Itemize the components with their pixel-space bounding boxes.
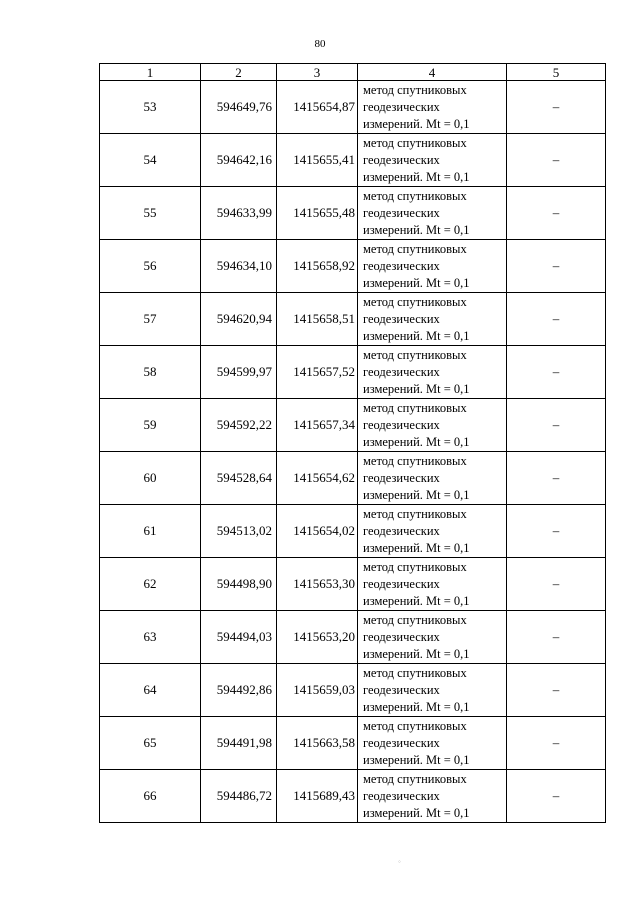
method-cell [358, 240, 507, 293]
y-coordinate-cell: 1415663,58 [277, 717, 358, 770]
table-row [100, 505, 606, 558]
method-cell [358, 770, 507, 823]
point-number-cell: 58 [100, 346, 201, 399]
method-text-line: геодезических [363, 417, 440, 432]
extra-cell: – [507, 240, 606, 293]
coordinates-table [99, 63, 606, 823]
method-text-line: измерений. Mt = 0,1 [363, 540, 470, 555]
extra-cell: – [507, 134, 606, 187]
y-coordinate-cell: 1415658,51 [277, 293, 358, 346]
table-row [100, 664, 606, 717]
x-coordinate-cell: 594620,94 [201, 293, 277, 346]
table-body [100, 64, 606, 823]
method-text-line: метод спутниковых [363, 612, 467, 627]
method-text-line: метод спутниковых [363, 294, 467, 309]
method-text-line: измерений. Mt = 0,1 [363, 593, 470, 608]
method-text-line: метод спутниковых [363, 453, 467, 468]
method-text-line: метод спутниковых [363, 135, 467, 150]
method-text-line: измерений. Mt = 0,1 [363, 805, 470, 820]
x-coordinate-cell: 594513,02 [201, 505, 277, 558]
method-text-line: метод спутниковых [363, 559, 467, 574]
method-text-line: геодезических [363, 364, 440, 379]
method-text-line: измерений. Mt = 0,1 [363, 381, 470, 396]
extra-cell: – [507, 346, 606, 399]
table-row [100, 187, 606, 240]
method-text-line: геодезических [363, 735, 440, 750]
x-coordinate-cell: 594486,72 [201, 770, 277, 823]
method-text-line: метод спутниковых [363, 82, 467, 97]
y-coordinate-cell: 1415654,87 [277, 81, 358, 134]
x-coordinate-cell: 594649,76 [201, 81, 277, 134]
extra-cell: – [507, 558, 606, 611]
table-row [100, 346, 606, 399]
method-cell [358, 81, 507, 134]
column-header: 3 [277, 64, 358, 81]
x-coordinate-cell: 594592,22 [201, 399, 277, 452]
extra-cell: – [507, 399, 606, 452]
method-text-line: измерений. Mt = 0,1 [363, 328, 470, 343]
table-row [100, 134, 606, 187]
method-text-line: метод спутниковых [363, 400, 467, 415]
y-coordinate-cell: 1415653,20 [277, 611, 358, 664]
extra-cell: – [507, 505, 606, 558]
point-number-cell: 59 [100, 399, 201, 452]
extra-cell: – [507, 187, 606, 240]
x-coordinate-cell: 594492,86 [201, 664, 277, 717]
extra-cell: – [507, 293, 606, 346]
x-coordinate-cell: 594634,10 [201, 240, 277, 293]
method-text-line: метод спутниковых [363, 771, 467, 786]
point-number-cell: 61 [100, 505, 201, 558]
method-text-line: метод спутниковых [363, 718, 467, 733]
method-cell [358, 558, 507, 611]
method-text-line: геодезических [363, 523, 440, 538]
method-cell [358, 611, 507, 664]
column-header: 2 [201, 64, 277, 81]
method-text-line: измерений. Mt = 0,1 [363, 169, 470, 184]
method-text-line: измерений. Mt = 0,1 [363, 275, 470, 290]
method-text-line: геодезических [363, 99, 440, 114]
method-text-line: геодезических [363, 152, 440, 167]
y-coordinate-cell: 1415657,34 [277, 399, 358, 452]
method-text-line: измерений. Mt = 0,1 [363, 646, 470, 661]
method-cell [358, 346, 507, 399]
extra-cell: – [507, 770, 606, 823]
method-cell [358, 664, 507, 717]
point-number-cell: 54 [100, 134, 201, 187]
column-header: 1 [100, 64, 201, 81]
method-text-line: метод спутниковых [363, 347, 467, 362]
table-row [100, 770, 606, 823]
extra-cell: – [507, 452, 606, 505]
method-cell [358, 187, 507, 240]
x-coordinate-cell: 594528,64 [201, 452, 277, 505]
method-text-line: измерений. Mt = 0,1 [363, 699, 470, 714]
method-text-line: геодезических [363, 258, 440, 273]
y-coordinate-cell: 1415658,92 [277, 240, 358, 293]
y-coordinate-cell: 1415655,48 [277, 187, 358, 240]
point-number-cell: 64 [100, 664, 201, 717]
table-row [100, 558, 606, 611]
method-text-line: измерений. Mt = 0,1 [363, 222, 470, 237]
method-text-line: измерений. Mt = 0,1 [363, 116, 470, 131]
x-coordinate-cell: 594491,98 [201, 717, 277, 770]
table-row [100, 240, 606, 293]
scan-speck: ◦ [398, 857, 401, 866]
table-row [100, 717, 606, 770]
method-cell [358, 134, 507, 187]
table-row [100, 452, 606, 505]
y-coordinate-cell: 1415654,02 [277, 505, 358, 558]
y-coordinate-cell: 1415689,43 [277, 770, 358, 823]
method-text-line: измерений. Mt = 0,1 [363, 434, 470, 449]
column-header: 5 [507, 64, 606, 81]
column-header: 4 [358, 64, 507, 81]
extra-cell: – [507, 81, 606, 134]
method-text-line: метод спутниковых [363, 188, 467, 203]
point-number-cell: 65 [100, 717, 201, 770]
method-text-line: метод спутниковых [363, 665, 467, 680]
method-cell [358, 293, 507, 346]
method-text-line: геодезических [363, 470, 440, 485]
table-row [100, 81, 606, 134]
method-text-line: метод спутниковых [363, 241, 467, 256]
y-coordinate-cell: 1415654,62 [277, 452, 358, 505]
table-header-row [100, 64, 606, 81]
method-cell [358, 452, 507, 505]
table-row [100, 399, 606, 452]
y-coordinate-cell: 1415653,30 [277, 558, 358, 611]
x-coordinate-cell: 594642,16 [201, 134, 277, 187]
method-text-line: геодезических [363, 576, 440, 591]
x-coordinate-cell: 594494,03 [201, 611, 277, 664]
page-number: 80 [314, 38, 326, 50]
extra-cell: – [507, 664, 606, 717]
x-coordinate-cell: 594498,90 [201, 558, 277, 611]
x-coordinate-cell: 594599,97 [201, 346, 277, 399]
y-coordinate-cell: 1415655,41 [277, 134, 358, 187]
method-text-line: метод спутниковых [363, 506, 467, 521]
method-text-line: измерений. Mt = 0,1 [363, 487, 470, 502]
method-text-line: геодезических [363, 205, 440, 220]
extra-cell: – [507, 717, 606, 770]
extra-cell: – [507, 611, 606, 664]
x-coordinate-cell: 594633,99 [201, 187, 277, 240]
point-number-cell: 60 [100, 452, 201, 505]
method-cell [358, 399, 507, 452]
table-row [100, 293, 606, 346]
point-number-cell: 62 [100, 558, 201, 611]
y-coordinate-cell: 1415657,52 [277, 346, 358, 399]
method-text-line: измерений. Mt = 0,1 [363, 752, 470, 767]
method-cell [358, 505, 507, 558]
method-text-line: геодезических [363, 629, 440, 644]
point-number-cell: 53 [100, 81, 201, 134]
table-row [100, 611, 606, 664]
point-number-cell: 57 [100, 293, 201, 346]
point-number-cell: 55 [100, 187, 201, 240]
point-number-cell: 63 [100, 611, 201, 664]
method-cell [358, 717, 507, 770]
method-text-line: геодезических [363, 311, 440, 326]
y-coordinate-cell: 1415659,03 [277, 664, 358, 717]
point-number-cell: 56 [100, 240, 201, 293]
method-text-line: геодезических [363, 788, 440, 803]
method-text-line: геодезических [363, 682, 440, 697]
point-number-cell: 66 [100, 770, 201, 823]
